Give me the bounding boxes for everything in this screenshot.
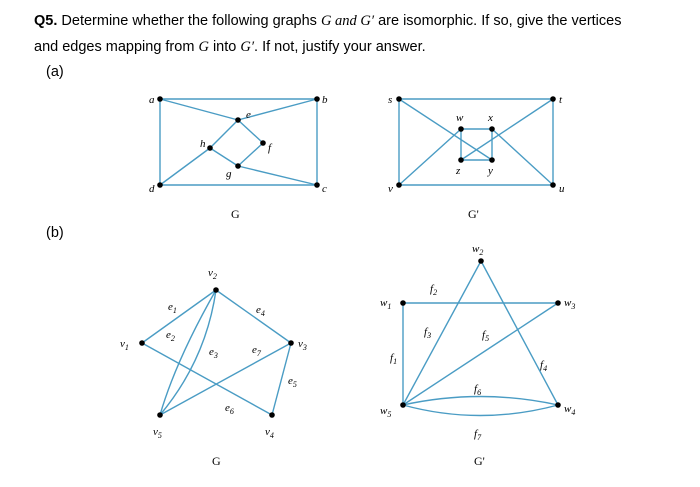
label-c: c bbox=[322, 183, 327, 195]
vertex-v4 bbox=[269, 412, 275, 418]
math-gprime: G′ bbox=[240, 39, 255, 55]
vertex-a bbox=[157, 96, 163, 102]
vertex-u bbox=[550, 182, 556, 188]
label-v1: $v_1$ bbox=[120, 338, 129, 352]
graph-b-gprime bbox=[380, 243, 575, 468]
vertex-v2 bbox=[213, 287, 219, 293]
label-e6: $e_6$ bbox=[225, 402, 234, 416]
edge-g-f bbox=[238, 143, 263, 166]
vertex-d bbox=[157, 182, 163, 188]
label-g: g bbox=[226, 168, 232, 180]
edge-g-c bbox=[238, 166, 317, 185]
edge-f7 bbox=[403, 405, 558, 416]
vertex-x bbox=[489, 126, 495, 132]
part-a-label: (a) bbox=[46, 64, 64, 80]
label-w3: $w_3$ bbox=[564, 297, 576, 311]
vertex-w bbox=[458, 126, 464, 132]
question-text-2: are isomorphic. If so, give the vertices bbox=[374, 13, 622, 29]
label-z: z bbox=[456, 165, 461, 177]
vertex-w1 bbox=[400, 300, 406, 306]
vertex-v bbox=[396, 182, 402, 188]
edge-h-g bbox=[210, 148, 238, 166]
label-f3: $f_3$ bbox=[424, 326, 432, 340]
vertex-s bbox=[396, 96, 402, 102]
vertex-v5 bbox=[157, 412, 163, 418]
edge-h-d bbox=[160, 148, 210, 185]
graph-a-gprime bbox=[388, 94, 565, 221]
vertex-e bbox=[235, 117, 241, 123]
vertex-v1 bbox=[139, 340, 145, 346]
label-e5: $e_5$ bbox=[288, 375, 297, 389]
label-v4: $v_4$ bbox=[265, 426, 274, 440]
edge-f-e bbox=[238, 120, 263, 143]
label-e: e bbox=[246, 109, 251, 121]
label-v5: $v_5$ bbox=[153, 426, 162, 440]
label-w5: $w_5$ bbox=[380, 405, 392, 419]
question-text-4: into bbox=[208, 39, 241, 55]
label-e1: $e_1$ bbox=[168, 301, 177, 315]
label-w4: $w_4$ bbox=[564, 403, 576, 417]
label-s: s bbox=[388, 94, 393, 106]
edge-f3 bbox=[403, 261, 481, 405]
vertex-b bbox=[314, 96, 320, 102]
question-number: Q5. bbox=[34, 13, 58, 29]
vertex-z bbox=[458, 157, 464, 163]
edge-f5 bbox=[481, 261, 558, 405]
label-w2: $w_2$ bbox=[472, 243, 484, 257]
vertex-y bbox=[489, 157, 495, 163]
label-a: a bbox=[149, 94, 155, 106]
label-w: w bbox=[456, 112, 464, 124]
vertex-h bbox=[207, 145, 213, 151]
label-y: y bbox=[488, 165, 493, 177]
vertex-v3 bbox=[288, 340, 294, 346]
edge-v-w bbox=[399, 129, 461, 185]
question-text-5: . If not, justify your answer. bbox=[254, 39, 426, 55]
edge-f6 bbox=[403, 397, 558, 406]
label-e7: $e_7$ bbox=[252, 344, 261, 358]
label-v2: $v_2$ bbox=[208, 267, 217, 281]
caption-a-g: G bbox=[231, 207, 240, 221]
vertex-w4 bbox=[555, 402, 561, 408]
label-f5: $f_5$ bbox=[482, 329, 490, 343]
vertex-w2 bbox=[478, 258, 484, 264]
math-g: G bbox=[198, 39, 209, 55]
math-g-and-gprime: G and G′ bbox=[320, 13, 375, 29]
label-f2: $f_2$ bbox=[430, 283, 438, 297]
label-f: f bbox=[268, 142, 272, 154]
label-d: d bbox=[149, 183, 155, 195]
label-w1: $w_1$ bbox=[380, 297, 392, 311]
vertex-w3 bbox=[555, 300, 561, 306]
vertex-g bbox=[235, 163, 241, 169]
label-v: v bbox=[388, 183, 393, 195]
graph-a-g bbox=[149, 94, 328, 221]
vertex-c bbox=[314, 182, 320, 188]
label-x: x bbox=[488, 112, 493, 124]
label-e4: $e_4$ bbox=[256, 304, 265, 318]
label-f6: $f_6$ bbox=[474, 383, 482, 397]
graph-b-g bbox=[120, 267, 307, 468]
label-f7: $f_7$ bbox=[474, 428, 482, 442]
edge-a-e bbox=[160, 99, 238, 120]
vertex-t bbox=[550, 96, 556, 102]
question-text-1: Determine whether the following graphs bbox=[57, 13, 321, 29]
edge-u-x bbox=[492, 129, 553, 185]
vertex-f bbox=[260, 140, 266, 146]
label-f4: $f_4$ bbox=[540, 359, 548, 373]
edge-e4 bbox=[216, 290, 291, 343]
label-e2: $e_2$ bbox=[166, 329, 175, 343]
caption-b-g: G bbox=[212, 454, 221, 468]
label-h: h bbox=[200, 138, 206, 150]
caption-a-gprime: G' bbox=[468, 207, 479, 221]
caption-b-gprime: G' bbox=[474, 454, 485, 468]
label-t: t bbox=[559, 94, 563, 106]
label-e3: $e_3$ bbox=[209, 346, 218, 360]
vertex-w5 bbox=[400, 402, 406, 408]
part-b-label: (b) bbox=[46, 225, 64, 241]
label-u: u bbox=[559, 183, 565, 195]
question-text-3: and edges mapping from bbox=[34, 39, 199, 55]
edge-e-h bbox=[210, 120, 238, 148]
label-v3: $v_3$ bbox=[298, 338, 307, 352]
label-f1: $f_1$ bbox=[390, 352, 398, 366]
label-b: b bbox=[322, 94, 328, 106]
